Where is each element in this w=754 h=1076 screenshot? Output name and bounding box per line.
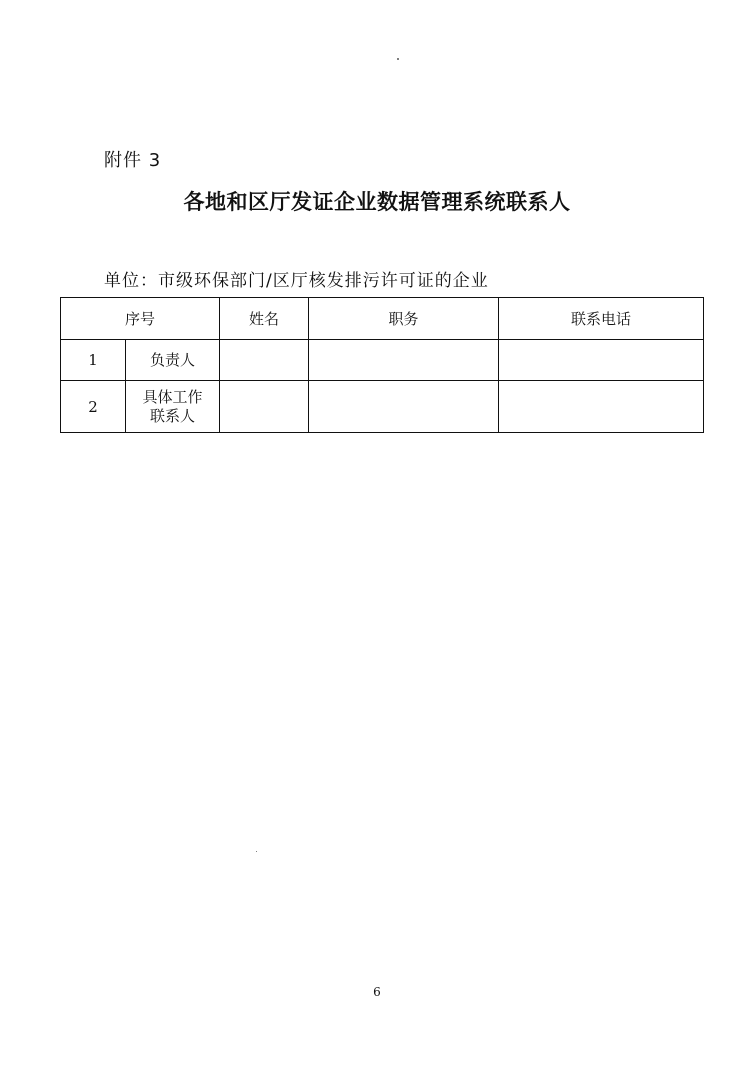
name-cell[interactable] (220, 340, 309, 381)
phone-cell[interactable] (499, 340, 704, 381)
position-cell[interactable] (309, 340, 499, 381)
document-title: 各地和区厅发证企业数据管理系统联系人 (183, 190, 571, 214)
position-cell[interactable] (309, 381, 499, 433)
unit-line: 单位：市级环保部门/区厅核发排污许可证的企业 (104, 271, 489, 291)
page-number: 6 (373, 985, 381, 999)
contacts-table (60, 297, 704, 433)
row-number: 2 (61, 381, 126, 433)
scan-speck (397, 58, 399, 60)
phone-cell[interactable] (499, 381, 704, 433)
header-phone: 联系电话 (499, 298, 704, 340)
table-row (61, 340, 704, 381)
scan-speck (256, 851, 257, 852)
table-header-row (61, 298, 704, 340)
name-cell[interactable] (220, 381, 309, 433)
attachment-label: 附件 3 (104, 150, 162, 171)
header-seq: 序号 (61, 298, 220, 340)
header-position: 职务 (309, 298, 499, 340)
row-role: 负责人 (126, 340, 220, 381)
header-name: 姓名 (220, 298, 309, 340)
table-row (61, 381, 704, 433)
row-number: 1 (61, 340, 126, 381)
row-role: 具体工作 联系人 (126, 381, 220, 433)
